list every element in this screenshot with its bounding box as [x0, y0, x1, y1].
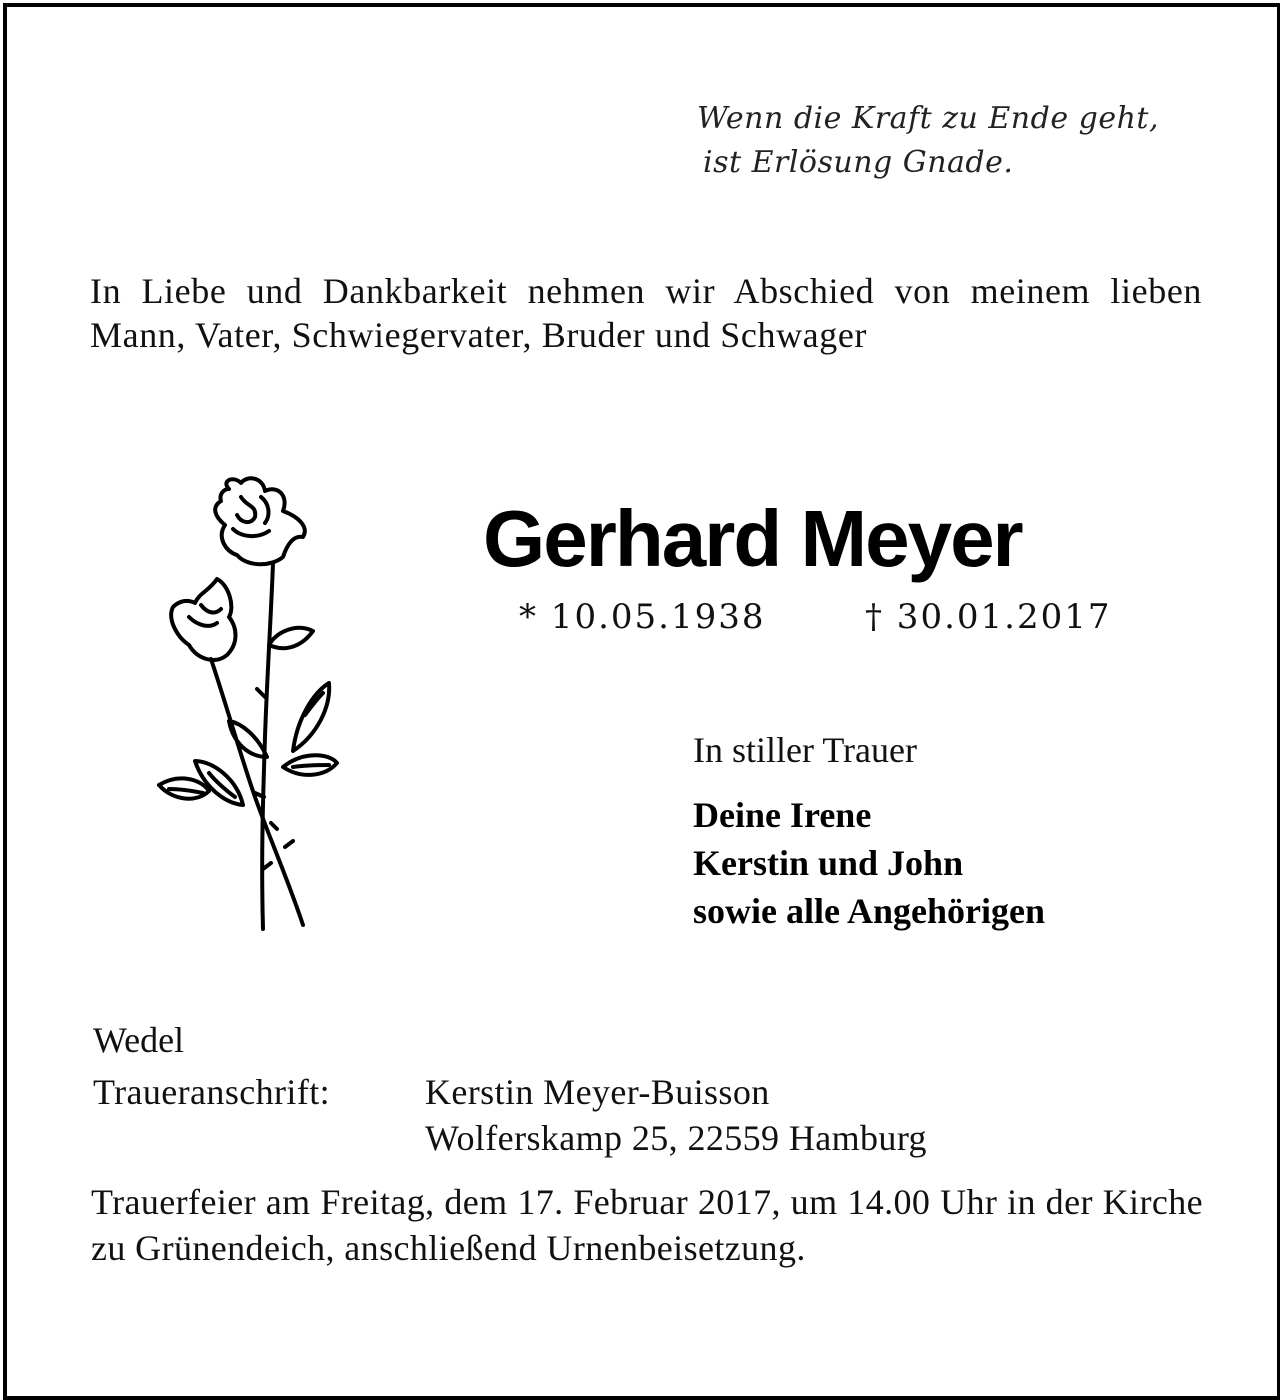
mourner-line: sowie alle Angehörigen	[693, 891, 1045, 931]
birth-date: * 10.05.1938	[519, 597, 766, 637]
mourning-label: In stiller Trauer	[693, 730, 917, 770]
mourner-line: Kerstin und John	[693, 843, 964, 883]
quote-line-1: Wenn die Kraft zu Ende geht,	[697, 101, 1159, 136]
mourners-list	[693, 791, 1045, 935]
death-date: † 30.01.2017	[865, 597, 1112, 637]
address-recipient: Kerstin Meyer-Buisson	[425, 1072, 770, 1112]
deceased-name: Gerhard Meyer	[483, 494, 1022, 583]
quote-line-2: ist Erlösung Gnade.	[703, 145, 1014, 180]
mourning-address	[93, 1069, 770, 1115]
place-name: Wedel	[93, 1020, 185, 1060]
epigraph-quote	[697, 97, 1159, 185]
rose-icon	[137, 467, 357, 937]
intro-text: In Liebe und Dankbarkeit nehmen wir Abschied von meinem lieben Mann, Vater, Schwiegervater, Bruder und Schwager	[90, 271, 1202, 355]
address-street-city: Wolferskamp 25, 22559 Hamburg	[425, 1118, 927, 1158]
address-label: Traueranschrift:	[93, 1072, 331, 1112]
mourner-line: Deine Irene	[693, 795, 872, 835]
obituary-frame	[3, 3, 1280, 1400]
funeral-service-text: Trauerfeier am Freitag, dem 17. Februar 2017, um 14.00 Uhr in der Kirche zu Grünendeich, anschließend Urnenbeisetzung.	[91, 1182, 1203, 1268]
